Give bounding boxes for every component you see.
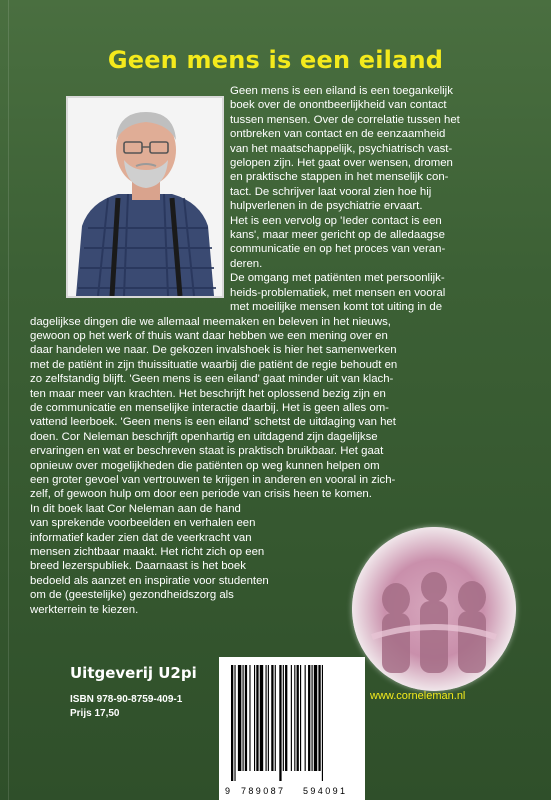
blurb-line: een groter gevoel van vertrouwen te krijgen in anderen en vooral in zich- — [30, 473, 396, 486]
blurb-line: om de (geestelijke) gezondheidszorg als — [30, 589, 234, 602]
barcode-left-digits: 789087 — [241, 786, 286, 796]
barcode-bar — [279, 665, 281, 781]
barcode-bar — [266, 665, 267, 771]
blurb-line: daar handelen we naar. De gekozen invalshoek is hier het samenwerken — [30, 344, 397, 357]
author-portrait-icon — [68, 98, 222, 296]
blurb-line: van sprekende voorbeelden en verhalen een — [30, 517, 256, 530]
barcode-bar — [254, 665, 255, 771]
author-photo — [66, 96, 224, 298]
blurb-line: ontbreken van contact en de eenzaamheid — [230, 128, 446, 141]
barcode-bar — [322, 665, 323, 781]
blurb-line: met de patiënt in zijn thuissituatie waarbij die patiënt de regie behoudt en — [30, 358, 398, 371]
barcode-bar — [249, 665, 250, 771]
barcode-bar — [291, 665, 292, 771]
blurb-text — [30, 84, 548, 617]
barcode-bar — [283, 665, 284, 771]
blurb-line: heids-problematiek, met mensen en vooral — [230, 286, 446, 299]
isbn-barcode — [219, 657, 365, 800]
blurb-line: communicatie en op het proces van veran- — [230, 243, 446, 256]
blurb-line: doen. Cor Neleman beschrijft openhartig en uitdagend zijn dagelijkse — [30, 430, 378, 443]
barcode-bar — [308, 665, 310, 771]
blurb-line: met moeilijke mensen komt tot uiting in de — [230, 301, 443, 314]
blurb-line: en praktische stappen in het menselijk con- — [230, 171, 449, 184]
blurb-line: tussen mensen. Over de correlatie tussen het — [230, 113, 460, 126]
group-photo-icon — [352, 527, 516, 691]
author-website-link[interactable]: www.corneleman.nl — [370, 690, 466, 702]
barcode-first-digit: 9 — [225, 786, 231, 796]
blurb-line: gelopen zijn. Het gaat over wensen, dromen — [230, 157, 453, 170]
blurb-line: ervaringen en wat er beschreven staat is praktisch bruikbaar. Het gaat — [30, 445, 384, 458]
barcode-right-digits: 594091 — [303, 786, 348, 796]
blurb-line: kans', maar meer gericht op de alledaagse — [230, 229, 445, 242]
blurb-line: deren. — [230, 257, 263, 270]
barcode-bar — [314, 665, 317, 771]
barcode-bar — [256, 665, 258, 771]
blurb-line: gewoon op het werk of thuis want daar hebben we een mening over en — [30, 329, 388, 342]
blurb-line: ten maar meer van krachten. Het beschrijft het oplossend bezig zijn en — [30, 387, 386, 400]
blurb-line: tact. De schrijver laat vooral zien hoe hij — [230, 185, 432, 198]
blurb-line: zelf, of gewoon hulp om door een periode van crisis heen te komen. — [30, 488, 372, 501]
spine-edge — [8, 0, 9, 800]
blurb-line: Het is een vervolg op 'Ieder contact is een — [230, 214, 442, 227]
group-photo-circle — [352, 527, 516, 691]
blurb-line: bedoeld als aanzet en inspiratie voor studenten — [30, 574, 269, 587]
barcode-bar — [300, 665, 301, 771]
barcode-bar — [305, 665, 306, 771]
book-price: Prijs 17,50 — [70, 708, 120, 719]
barcode-bar — [318, 665, 320, 771]
barcode-icon — [227, 665, 357, 781]
blurb-line: informatief kader zien dat de veerkracht van — [30, 531, 252, 544]
barcode-bar — [234, 665, 235, 781]
blurb-line: werkterrein te kiezen. — [30, 603, 139, 616]
blurb-line: de communicatie en menselijke interactie daarbij. Het is geen alles om- — [30, 401, 389, 414]
isbn-number: ISBN 978-90-8759-409-1 — [70, 694, 183, 705]
blurb-line: In dit boek laat Cor Neleman aan de hand — [30, 502, 241, 515]
barcode-bar — [243, 665, 244, 771]
barcode-bar — [271, 665, 273, 771]
book-title: Geen mens is een eiland — [107, 46, 444, 74]
blurb-line: mensen zichtbaar maakt. Het richt zich op een — [30, 546, 265, 558]
barcode-bar — [275, 665, 276, 771]
barcode-bar — [231, 665, 233, 781]
barcode-bar — [285, 665, 287, 771]
blurb-line: breed lezerspubliek. Daarnaast is het boek — [30, 560, 246, 573]
barcode-bar — [297, 665, 299, 771]
barcode-bar — [238, 665, 241, 771]
barcode-bar — [260, 665, 263, 771]
publisher-name: Uitgeverij U2pi — [70, 664, 197, 682]
blurb-line: van het maatschappelijk, psychiatrisch vast- — [230, 142, 453, 155]
barcode-bar — [268, 665, 269, 771]
blurb-line: boek over de onontbeerlijkheid van contact — [230, 99, 447, 112]
barcode-bar — [312, 665, 313, 771]
blurb-line: De omgang met patiënten met persoonlijk- — [230, 272, 445, 285]
blurb-line: vattend leerboek. 'Geen mens is een eiland' schetst de uitdaging van het — [30, 416, 396, 429]
blurb-line: hulpverlenen in de psychiatrie ervaart. — [230, 200, 423, 213]
barcode-bar — [245, 665, 247, 771]
blurb-line: Geen mens is een eiland is een toegankelijk — [230, 85, 453, 97]
blurb-line: dagelijkse dingen die we allemaal meemaken en beleven in het nieuws, — [30, 315, 391, 328]
blurb-line: opnieuw over mogelijkheden die patiënten op weg kunnen helpen om — [30, 459, 380, 472]
blurb-line: zo zelfstandig blijft. 'Geen mens is een eiland' gaat minder uit van klach- — [30, 373, 394, 386]
barcode-bar — [294, 665, 295, 771]
